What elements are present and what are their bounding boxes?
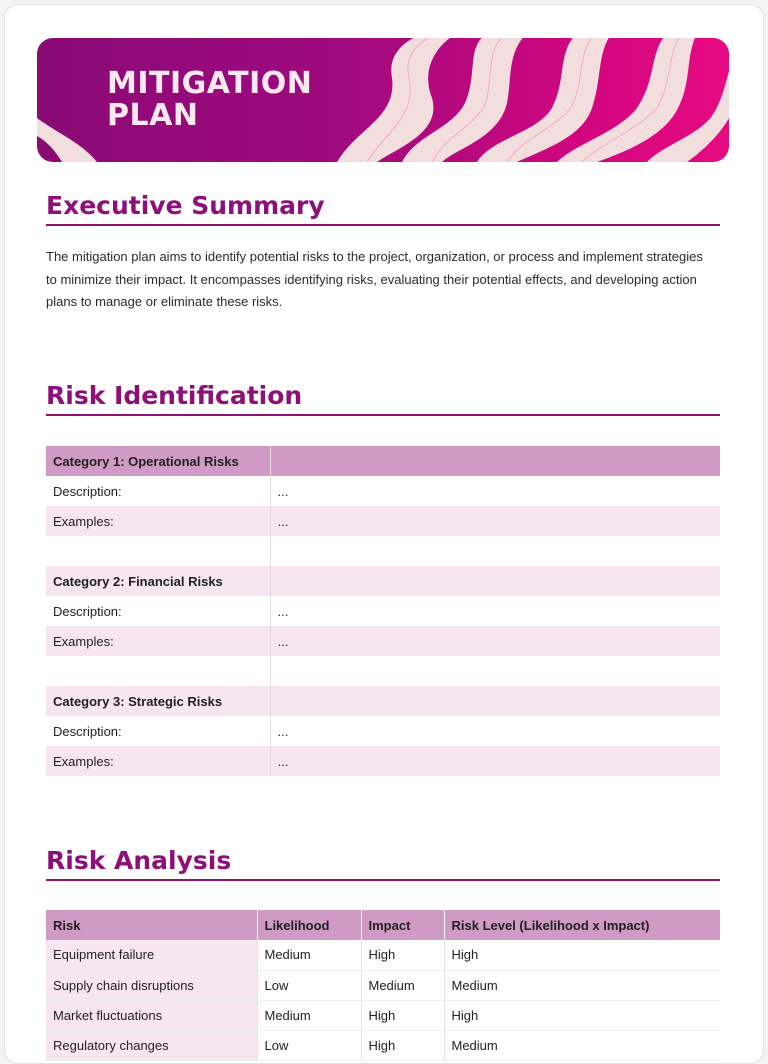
title-line-1: MITIGATION <box>107 66 313 101</box>
row-label-cell: Category 1: Operational Risks <box>46 446 270 476</box>
row-label-cell: Examples: <box>46 746 270 776</box>
risk-identification-table <box>46 446 720 776</box>
row-value-cell <box>270 446 720 476</box>
spacer-row <box>46 656 720 686</box>
risk-name-cell: Regulatory changes <box>46 1030 257 1060</box>
table-cell: Low <box>257 970 361 1000</box>
executive-summary-heading: Executive Summary <box>46 191 720 226</box>
table-cell: High <box>361 940 444 970</box>
row-value-cell <box>270 536 720 566</box>
table-cell: Low <box>257 1030 361 1060</box>
category-row <box>46 446 720 476</box>
table-cell: Medium <box>257 1000 361 1030</box>
table-cell: High <box>444 940 720 970</box>
document-page <box>4 4 764 1064</box>
executive-summary-text: The mitigation plan aims to identify potential risks to the project, organization, or process and implement strategies to minimize their impact. It encompasses identifying risks, evaluating their potential effects, and developing action plans to manage or eliminate these risks. <box>46 249 703 309</box>
table-cell: Medium <box>361 970 444 1000</box>
table-cell: High <box>444 1000 720 1030</box>
category-row <box>46 686 720 716</box>
risk-analysis-header-row <box>46 910 720 940</box>
table-cell: Medium <box>257 940 361 970</box>
row-label-cell: Examples: <box>46 506 270 536</box>
table-cell: Medium <box>444 1030 720 1060</box>
table-row <box>46 476 720 506</box>
table-cell: High <box>361 1030 444 1060</box>
category-row <box>46 566 720 596</box>
row-label-cell: Category 2: Financial Risks <box>46 566 270 596</box>
table-row <box>46 970 720 1000</box>
risk-identification-heading: Risk Identification <box>46 381 720 416</box>
table-cell: Medium <box>444 970 720 1000</box>
row-value-cell: ... <box>277 723 289 739</box>
risk-name-cell: Equipment failure <box>46 940 257 970</box>
row-label-cell <box>46 656 270 686</box>
document-title <box>107 68 312 132</box>
table-row <box>46 596 720 626</box>
row-value-cell: ... <box>277 633 289 649</box>
row-label-cell: Examples: <box>46 626 270 656</box>
row-value-cell <box>270 656 720 686</box>
row-value-cell: ... <box>277 483 289 499</box>
table-row <box>46 626 720 656</box>
row-label-cell: Category 3: Strategic Risks <box>46 686 270 716</box>
table-row <box>46 716 720 746</box>
row-value-cell: ... <box>277 513 289 529</box>
table-row <box>46 1030 720 1060</box>
row-label-cell: Description: <box>46 476 270 506</box>
column-header: Risk <box>46 910 257 940</box>
column-header: Risk Level (Likelihood x Impact) <box>444 910 720 940</box>
table-row <box>46 506 720 536</box>
spacer-row <box>46 536 720 566</box>
title-banner <box>37 38 729 162</box>
risk-name-cell: Market fluctuations <box>46 1000 257 1030</box>
row-value-cell <box>270 686 720 716</box>
table-cell: High <box>361 1000 444 1030</box>
table-row <box>46 940 720 970</box>
row-label-cell: Description: <box>46 596 270 626</box>
risk-name-cell: Supply chain disruptions <box>46 970 257 1000</box>
risk-analysis-table <box>46 910 720 1061</box>
title-line-2: PLAN <box>107 98 199 133</box>
table-row <box>46 746 720 776</box>
row-label-cell <box>46 536 270 566</box>
table-row <box>46 1000 720 1030</box>
row-label-cell: Description: <box>46 716 270 746</box>
row-value-cell <box>270 566 720 596</box>
row-value-cell: ... <box>277 753 289 769</box>
column-header: Impact <box>361 910 444 940</box>
row-value-cell: ... <box>277 603 289 619</box>
risk-analysis-heading: Risk Analysis <box>46 846 720 881</box>
column-header: Likelihood <box>257 910 361 940</box>
